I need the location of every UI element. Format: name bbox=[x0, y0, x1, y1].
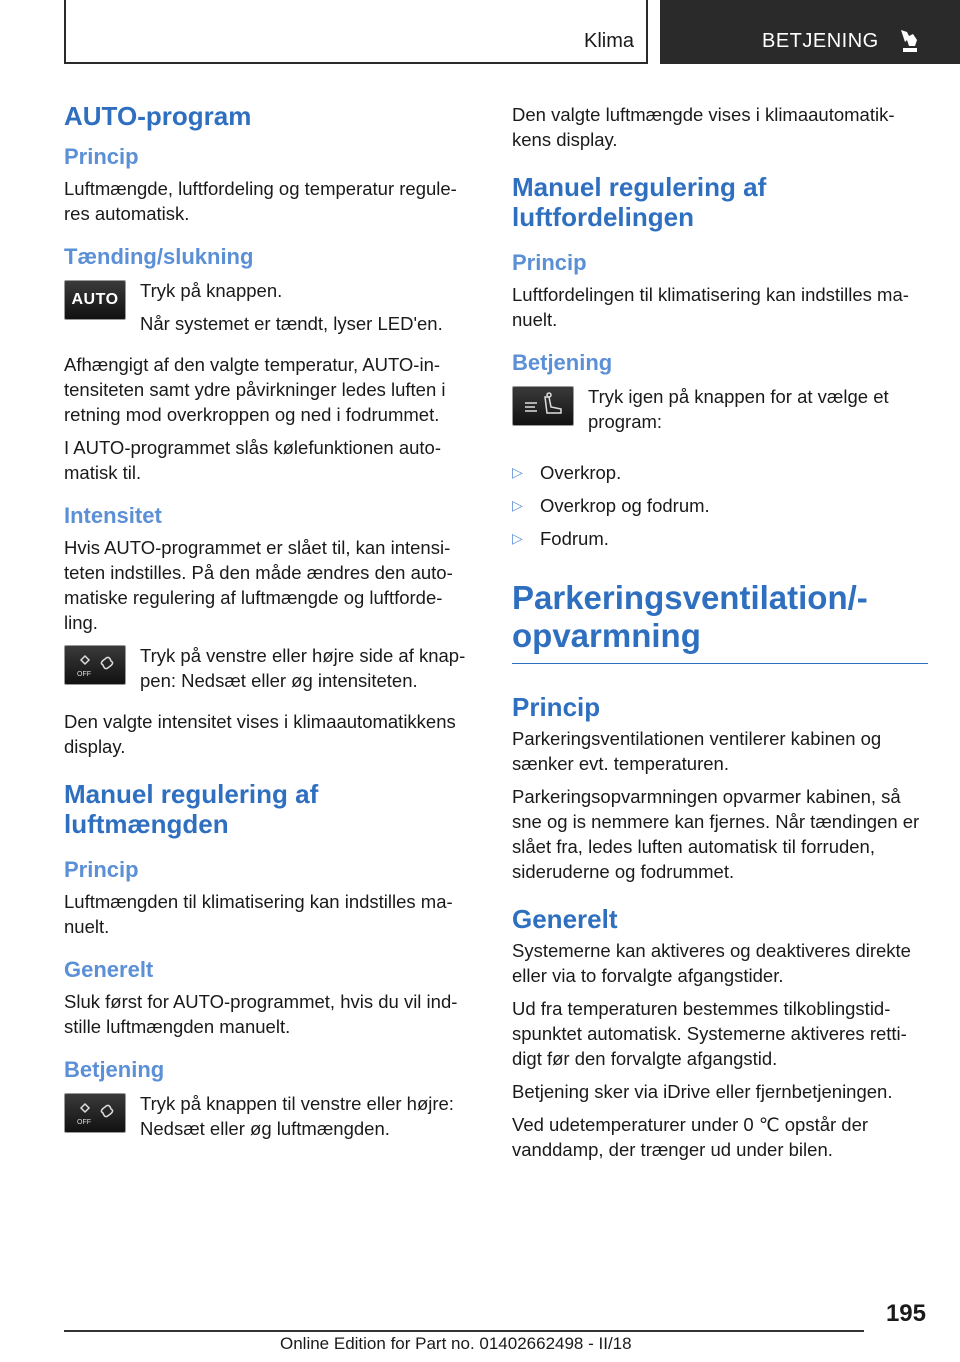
generelt-text-2b: Ud fra temperaturen bestemmes tilkoblingstid-spunktet automatisk. Systemerne aktiveres retti-digt før den forvalgte afgangstid. bbox=[512, 998, 907, 1069]
left-column bbox=[64, 100, 476, 1157]
princip-heading-2: Princip bbox=[64, 857, 139, 882]
princip-text-4a: Parkeringsventilationen ventilerer kabinen og sænker evt. temperaturen. bbox=[512, 728, 882, 774]
afhaengigt-text: Afhængigt af den valgte temperatur, AUTO-in-tensiteten samt ydre påvirkninger ledes luften i retning mod overkroppen og ned i fodrummet. bbox=[64, 354, 446, 425]
fan-button-icon bbox=[64, 645, 126, 685]
header-section-box bbox=[64, 0, 648, 64]
fan-button-icon-2 bbox=[64, 1093, 126, 1133]
taending-text-2: Når systemet er tændt, lyser LED'en. bbox=[140, 313, 443, 334]
edition-text: Online Edition for Part no. 01402662498 - II/18 bbox=[280, 1334, 632, 1353]
generelt-heading-2: Generelt bbox=[512, 904, 618, 934]
manuel-luftmaengde-title: Manuel regulering af luftmængden bbox=[64, 779, 319, 839]
footer-divider bbox=[64, 1330, 864, 1332]
princip-text-2: Luftmængden til klimatisering kan indstilles ma-nuelt. bbox=[64, 891, 453, 937]
princip-text-3: Luftfordelingen til klimatisering kan indstilles ma-nuelt. bbox=[512, 284, 909, 330]
right-column bbox=[512, 100, 928, 1170]
triangle-bullet-icon: ▷ bbox=[512, 530, 523, 546]
list-item: ▷ Overkrop. bbox=[512, 462, 622, 483]
princip-heading: Princip bbox=[64, 144, 139, 169]
generelt-text-2c: Betjening sker via iDrive eller fjernbetjeningen. bbox=[512, 1081, 893, 1102]
header-section-title: Klima bbox=[583, 30, 634, 52]
page-number: 195 bbox=[885, 1300, 926, 1327]
list-item: ▷ Overkrop og fodrum. bbox=[512, 495, 710, 516]
princip-heading-3: Princip bbox=[512, 250, 587, 275]
generelt-text: Sluk først for AUTO-programmet, hvis du vil ind-stille luftmængden manuelt. bbox=[64, 991, 458, 1037]
betjening-row bbox=[64, 1091, 476, 1149]
betjening-icon-text: Tryk på knappen til venstre eller højre: Nedsæt eller øg luftmængden. bbox=[140, 1093, 454, 1139]
intensitet-icon-text: Tryk på venstre eller højre side af knap-pen: Nedsæt eller øg intensiteten. bbox=[140, 645, 466, 691]
triangle-bullet-icon: ▷ bbox=[512, 464, 523, 480]
seat-airflow-icon bbox=[515, 391, 571, 421]
betjening-heading-2: Betjening bbox=[512, 350, 613, 375]
generelt-text-2a: Systemerne kan aktiveres og deaktiveres direkte eller via to forvalgte afgangstider. bbox=[512, 940, 911, 986]
intensitet-row bbox=[64, 643, 476, 701]
taending-text-1: Tryk på knappen. bbox=[140, 280, 283, 301]
manuel-luftfordeling-title: Manuel regulering af luftfordelingen bbox=[512, 172, 767, 232]
generelt-text-2d: Ved udetemperaturer under 0 ℃ opstår der vanddamp, der trænger ud under bilen. bbox=[512, 1114, 869, 1160]
intensitet-heading: Intensitet bbox=[64, 503, 162, 528]
display-text: Den valgte luftmængde vises i klimaautomatik-kens display. bbox=[512, 104, 895, 150]
air-distribution-button-icon bbox=[512, 386, 574, 426]
intensitet-text: Hvis AUTO-programmet er slået til, kan intensi-teten indstilles. På den måde ændres den auto-matiske regulering af luftmængde og luftforde-ling. bbox=[64, 537, 453, 633]
betjening-row-2 bbox=[512, 384, 928, 442]
parkering-title: Parkeringsventilation/-opvarmning bbox=[512, 579, 928, 664]
fan-off-label-2: OFF bbox=[77, 1119, 91, 1126]
triangle-bullet-icon: ▷ bbox=[512, 497, 523, 513]
auto-program-text: I AUTO-programmet slås kølefunktionen auto-matisk til. bbox=[64, 437, 442, 483]
pointing-hand-icon bbox=[895, 28, 921, 54]
program-list bbox=[512, 460, 928, 551]
princip-text-4b: Parkeringsopvarmningen opvarmer kabinen, så sne og is nemmere kan fjernes. Når tændingen er slået fra, ledes luften automatisk til forruden, sideruderne og fodrummet. bbox=[512, 786, 920, 882]
princip-heading-4: Princip bbox=[512, 692, 601, 722]
auto-button-icon bbox=[64, 280, 126, 320]
list-item: ▷ Fodrum. bbox=[512, 528, 609, 549]
fan-off-label: OFF bbox=[77, 671, 91, 678]
generelt-heading: Generelt bbox=[64, 957, 154, 982]
auto-program-title: AUTO-program bbox=[64, 101, 252, 131]
fan-icon-2 bbox=[67, 1098, 123, 1128]
header-chapter-title: BETJENING bbox=[762, 30, 879, 52]
betjening-heading: Betjening bbox=[64, 1057, 165, 1082]
princip-text: Luftmængde, luftfordeling og temperatur regule-res automatisk. bbox=[64, 178, 457, 224]
taending-heading: Tænding/slukning bbox=[64, 244, 254, 269]
header-chapter-box bbox=[660, 0, 960, 64]
fan-icon bbox=[67, 650, 123, 680]
taending-row bbox=[64, 278, 476, 344]
auto-button-label: AUTO bbox=[71, 291, 119, 308]
betjening-icon-text-2: Tryk igen på knappen for at vælge et program: bbox=[588, 386, 889, 432]
intensitet-display-text: Den valgte intensitet vises i klimaautomatikkens display. bbox=[64, 711, 456, 757]
